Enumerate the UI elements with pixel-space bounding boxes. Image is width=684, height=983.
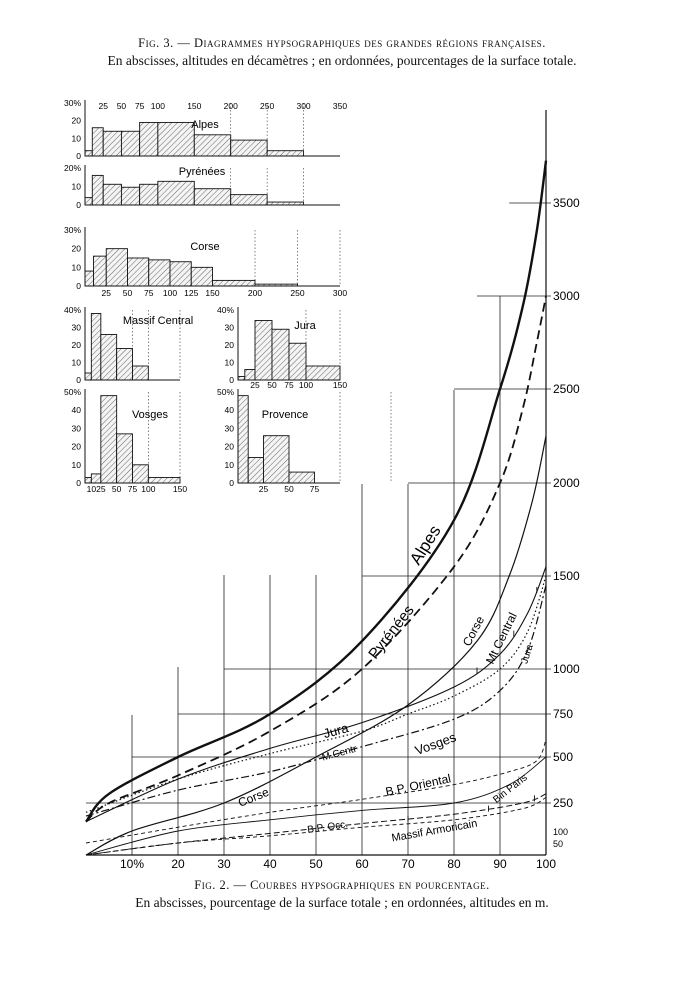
jura-bar [255,321,272,381]
provence-x-tick-label: 25 [258,484,269,494]
fig3-caption-title: Fig. 3. — Diagrammes hypsographiques des grandes régions françaises. [138,36,546,50]
alpes-y-tick-label: 10 [71,133,81,144]
vosges-bar [148,478,180,483]
corse-x-tick-label: 75 [144,288,154,298]
curve-label: B.P. Occ. [306,819,349,836]
alpes-x-tick-label: 50 [116,101,127,111]
histogram-panels [64,98,391,494]
corse-x-tick-label: 25 [101,288,111,298]
jura-bar [238,377,245,381]
vosges-x-tick-label: 50 [111,484,122,494]
fig2-caption-title: Fig. 2. — Courbes hypsographiques en pourcentage. [194,878,490,892]
jura-y-tick-label: 0 [229,375,234,385]
curve-label: Massif Armoricain [390,817,479,845]
massif-central-bar [101,335,117,381]
pyr-n-es-bar [158,181,194,205]
alpes-x-tick-label: 300 [296,101,311,111]
curve-label: B.P. Oriental [384,771,453,799]
jura-bar [272,329,289,380]
pyr-n-es-bar [231,195,267,205]
pyr-n-es-bar [92,175,103,205]
jura-bar [289,343,306,380]
provence-y-tick-label: 30 [224,423,234,434]
alpes-bar [158,122,194,156]
vosges-x-tick-label: 150 [172,484,188,494]
main-x-tick-label: 100 [535,857,557,871]
jura-panel-title: Jura [294,320,316,332]
curve-label: Vosges [412,729,459,759]
provence-x-tick-label: 50 [284,484,294,494]
main-y-tick-label: 2000 [553,476,580,490]
pyr-n-es-bar [194,189,230,205]
curve-label: Corse [459,613,488,649]
corse-y-tick-label: 0 [76,281,81,291]
vosges-y-tick-label: 40 [71,405,81,416]
jura-x-tick-label: 25 [250,380,260,390]
alpes-bar [92,128,103,156]
curve-label: Jura [321,720,350,742]
curve-label: Bin Paris [491,772,530,806]
massif-central-panel-title: Massif Central [122,315,194,327]
provence-bar [289,472,315,483]
corse-bar [85,271,94,286]
fig3-caption-subtitle: En abscisses, altitudes en décamètres ; en ordonnées, pourcentages de la surface totale. [107,53,577,68]
massif-central-y-tick-label: 0 [76,375,81,385]
jura-x-tick-label: 100 [298,380,314,390]
main-y-tick-label: 50 [553,839,564,849]
provence-y-tick-label: 50% [216,387,234,397]
curve-label: Alpes [406,522,445,569]
vosges-bar [85,478,91,483]
vosges-bar [117,434,133,483]
alpes-x-tick-label: 350 [332,101,348,111]
alpes-y-tick-label: 0 [76,151,81,161]
provence-y-tick-label: 10 [224,459,234,470]
pyr-n-es-bar [121,187,139,205]
curve-label: Pyrénées [365,602,418,663]
vosges-bar [91,474,101,483]
corse-x-tick-label: 100 [162,288,178,298]
jura-x-tick-label: 75 [284,380,294,390]
main-x-tick-label: 10% [119,857,145,871]
main-x-tick-label: 40 [263,857,277,871]
vosges-bar [133,465,149,483]
vosges-panel-title: Vosges [131,409,169,421]
alpes-bar [140,122,158,156]
vosges-x-tick-label: 75 [127,484,138,494]
alpes-x-tick-label: 100 [150,101,165,111]
massif-central-y-tick-label: 10 [71,357,81,368]
vosges-y-tick-label: 30 [71,423,81,434]
provence-bar [238,396,248,483]
curve-label: Mt Central [482,610,520,667]
corse-bar [94,256,107,286]
corse-x-tick-label: 50 [122,288,133,298]
alpes-bar [85,151,92,156]
massif-central-y-tick-label: 20 [71,340,81,350]
main-x-tick-label: 20 [171,857,185,871]
curve-label: M.Centr [320,743,358,764]
main-y-tick-label: 750 [553,707,574,721]
massif-central-bar [85,373,91,380]
jura-y-tick-label: 20 [224,340,234,350]
provence-y-tick-label: 40 [224,405,234,416]
massif-central-bar [133,366,149,380]
corse-x-tick-label: 250 [290,288,305,298]
vosges-x-tick-label: 25 [96,484,106,494]
alpes-bar [194,135,230,156]
hypsographic-curves-chart [86,110,580,871]
pyr-n-es-y-tick-label: 10 [71,181,81,192]
corse-bar [170,262,191,286]
vosges-y-tick-label: 20 [71,441,81,452]
massif-central-bar [117,349,133,381]
main-x-tick-label: 60 [355,857,369,871]
corse-y-tick-label: 20 [71,243,81,254]
massif-central-y-tick-label: 40% [63,305,81,315]
corse-bar [213,280,256,286]
pyr-n-es-bar [103,184,121,205]
corse-y-tick-label: 30% [63,225,81,235]
main-y-tick-label: 1500 [553,569,580,583]
provence-y-tick-label: 20 [224,441,234,452]
jura-y-tick-label: 10 [224,357,234,368]
provence-x-tick-label: 75 [309,484,320,494]
alpes-bar [103,131,121,156]
pyr-n-es-y-tick-label: 20% [63,163,81,173]
pyr-n-es-y-tick-label: 0 [76,200,81,210]
alpes-x-tick-label: 150 [187,101,202,111]
jura-y-tick-label: 40% [216,305,234,315]
alpes-x-tick-label: 250 [260,101,275,111]
corse-bar [128,258,149,286]
fig2-caption [0,878,684,911]
main-y-tick-label: 3500 [553,196,580,210]
main-x-tick-label: 50 [309,857,323,871]
massif-central-bar [91,314,101,381]
corse-x-tick-label: 300 [332,288,348,298]
corse-y-tick-label: 10 [71,262,81,273]
alpes-x-tick-label: 75 [134,101,145,111]
main-y-tick-label: 250 [553,796,574,810]
alpes-bar [267,151,303,156]
main-x-tick-label: 80 [447,857,461,871]
curve-label: Corse [236,784,271,810]
alpes-bar [231,140,267,156]
corse-bar [106,249,127,286]
corse-bar [149,260,170,286]
alpes-bar [121,131,139,156]
provence-panel-title: Provence [261,409,309,421]
alpes-panel-title: Alpes [191,119,219,131]
main-x-tick-label: 30 [217,857,231,871]
pyr-n-es-bar [85,198,92,205]
vosges-y-tick-label: 10 [71,459,81,470]
corse-x-tick-label: 125 [184,288,199,298]
main-y-tick-label: 2500 [553,382,580,396]
jura-bar [245,370,255,381]
fig2-caption-subtitle: En abscisses, pourcentage de la surface totale ; en ordonnées, altitudes en m. [135,895,549,910]
curve-label: Jura [519,643,536,666]
jura-x-tick-label: 150 [332,380,348,390]
corse-x-tick-label: 200 [247,288,263,298]
provence-y-tick-label: 0 [229,478,234,488]
main-y-tick-label: 100 [553,827,569,837]
vosges-y-tick-label: 0 [76,478,81,488]
main-y-tick-label: 3000 [553,289,580,303]
alpes-x-tick-label: 200 [223,101,238,111]
corse-panel-title: Corse [190,241,220,253]
alpes-y-tick-label: 30% [63,98,81,108]
pyr-n-es-bar [140,184,158,205]
vosges-bar [101,396,117,483]
main-y-tick-label: 1000 [553,662,580,676]
main-x-tick-label: 70 [401,857,415,871]
jura-y-tick-label: 30 [224,322,234,333]
jura-bar [306,366,340,380]
vosges-x-tick-label: 10 [86,484,97,494]
provence-bar [248,458,263,483]
corse-x-tick-label: 150 [205,288,220,298]
vosges-x-tick-label: 100 [141,484,156,494]
main-x-tick-label: 90 [493,857,507,871]
main-y-tick-label: 500 [553,750,574,764]
corse-bar [191,267,212,286]
alpes-y-tick-label: 20 [71,115,81,126]
massif-central-y-tick-label: 30 [71,322,81,333]
alpes-x-tick-label: 25 [98,101,108,111]
pyr-n-es-panel-title: Pyrénées [178,166,226,178]
provence-bar [264,436,290,483]
vosges-y-tick-label: 50% [63,387,81,397]
jura-x-tick-label: 50 [267,380,277,390]
